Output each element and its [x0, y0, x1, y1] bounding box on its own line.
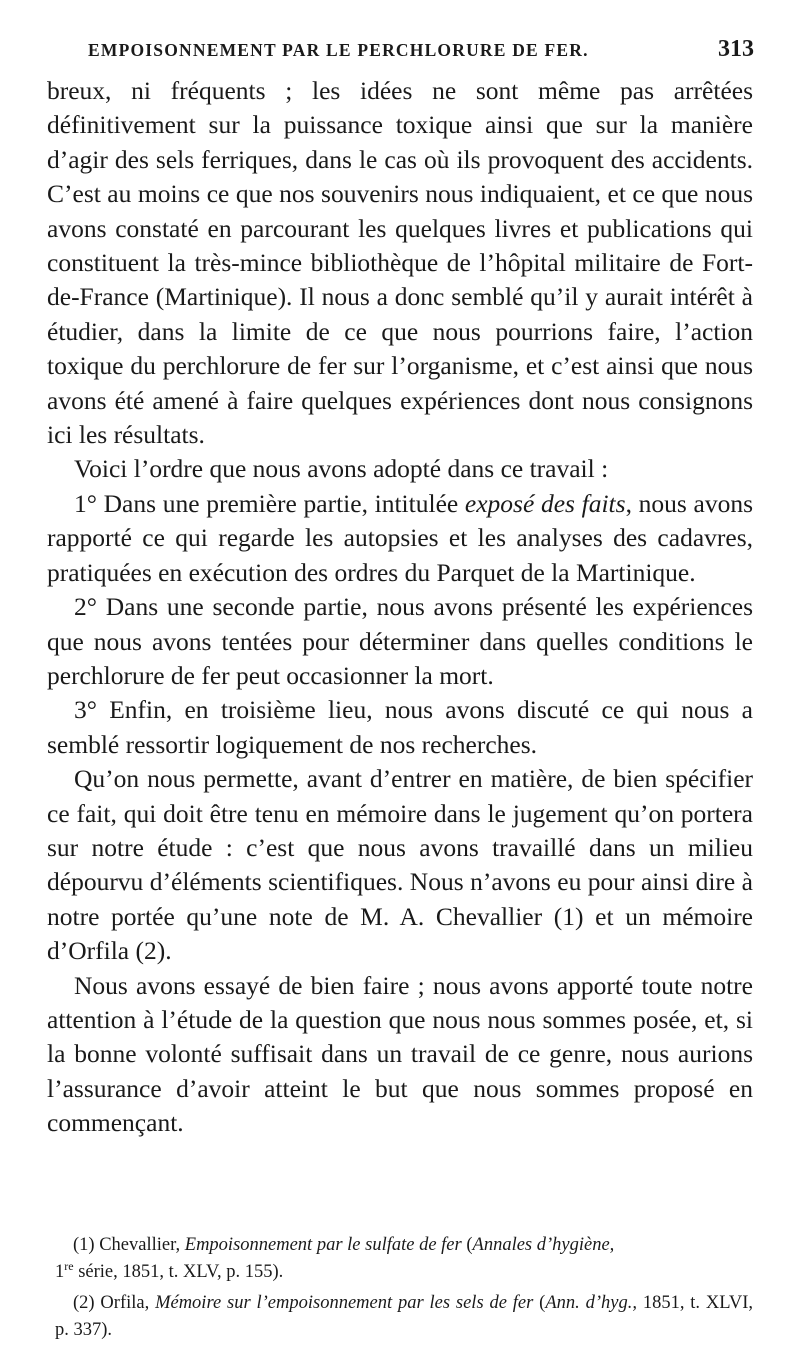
- footnote-author: Chevallier,: [99, 1235, 181, 1255]
- footnote-journal: Ann. d’hyg.,: [545, 1293, 637, 1313]
- paragraph-6: [47, 762, 753, 968]
- running-head: [88, 36, 754, 72]
- footnote-superscript: re: [64, 1258, 74, 1273]
- running-title: EMPOISONNEMENT PAR LE PERCHLORURE DE FER.: [88, 40, 589, 60]
- footnote-author: Orfila,: [100, 1293, 150, 1313]
- footnotes: [55, 1232, 753, 1348]
- paragraph-text: , nous avons rapporté ce qui regarde les autopsies et les analyses des cadavres, pratiquées en exécution des ordres du Parquet de la Martinique.: [47, 488, 753, 587]
- paragraph-text: Nous avons essayé de bien faire ; nous avons apporté toute notre attention à l’étude de la question que nous nous sommes posée, et, si la bonne volonté suffisait dans un travail de ce genre, nous aurions l’assurance d’avoir atteint le but que nous sommes proposé en commençant.: [47, 970, 753, 1138]
- paragraph-text: 3° Enfin, en troisième lieu, nous avons discuté ce qui nous a semblé ressortir logiquement de nos recherches.: [47, 695, 753, 759]
- paragraph-text: Voici l’ordre que nous avons adopté dans ce travail :: [74, 454, 609, 484]
- body-text: [47, 74, 753, 1141]
- paragraph-text: 2° Dans une seconde partie, nous avons présenté les expériences que nous avons tentées pour déterminer dans quelles conditions le perchlorure de fer peut occasionner la mort.: [47, 592, 753, 690]
- footnote-title: Empoisonnement par le sulfate de fer: [184, 1235, 462, 1255]
- paragraph-5: [47, 693, 753, 762]
- italic-phrase: exposé des faits: [464, 488, 626, 518]
- paragraph-text: Qu’on nous permette, avant d’entrer en matière, de bien spécifier ce fait, qui doit être tenu en mémoire dans le jugement qu’on portera sur notre étude : c’est que nous avons travaillé dans un milieu dépourvu d’éléments scientifiques. Nous n’avons eu pour ainsi dire à notre portée qu’une note de M. A. Chevallier (1) et un mémoire d’Orfila (2).: [47, 764, 753, 966]
- footnote-series: 1: [55, 1262, 65, 1282]
- footnote-punct: (: [533, 1293, 546, 1313]
- footnote-journal: Annales d’hygiène,: [472, 1235, 615, 1255]
- footnote-1: [55, 1232, 753, 1286]
- footnote-marker: (2): [73, 1293, 95, 1313]
- paragraph-text: 1° Dans une première partie, intitulée: [74, 488, 465, 518]
- footnote-ref: 1851, t. XLVI, p. 337).: [55, 1293, 753, 1340]
- paragraph-3: [47, 487, 753, 590]
- page-number: 313: [718, 36, 754, 62]
- footnote-ref: série, 1851, t. XLV, p. 155).: [73, 1262, 284, 1282]
- footnote-punct: (: [461, 1235, 473, 1255]
- paragraph-7: [47, 969, 753, 1141]
- footnote-title: Mémoire sur l’empoisonnement par les sels de fer: [155, 1293, 534, 1313]
- paragraph-2: [47, 452, 753, 486]
- footnote-2: [55, 1290, 753, 1344]
- paragraph-1: [47, 74, 753, 452]
- paragraph-4: [47, 590, 753, 693]
- footnote-marker: (1): [73, 1235, 95, 1255]
- paragraph-text: breux, ni fréquents ; les idées ne sont même pas arrêtées définitivement sur la puissance toxique ainsi que sur la manière d’agir des sels ferriques, dans le cas où ils provoquent des accidents. C’est au moins ce que nos souvenirs nous indiquaient, et ce que nous avons constaté en parcourant les quelques livres et publications qui constituent la très-mince bibliothèque de l’hôpital militaire de Fort-de-France (Martinique). Il nous a donc semblé qu’il y aurait intérêt à étudier, dans la limite de ce que nous pourrions faire, l’action toxique du perchlorure de fer sur l’organisme, et c’est ainsi que nous avons été amené à faire quelques expériences dont nous consignons ici les résultats.: [47, 76, 753, 450]
